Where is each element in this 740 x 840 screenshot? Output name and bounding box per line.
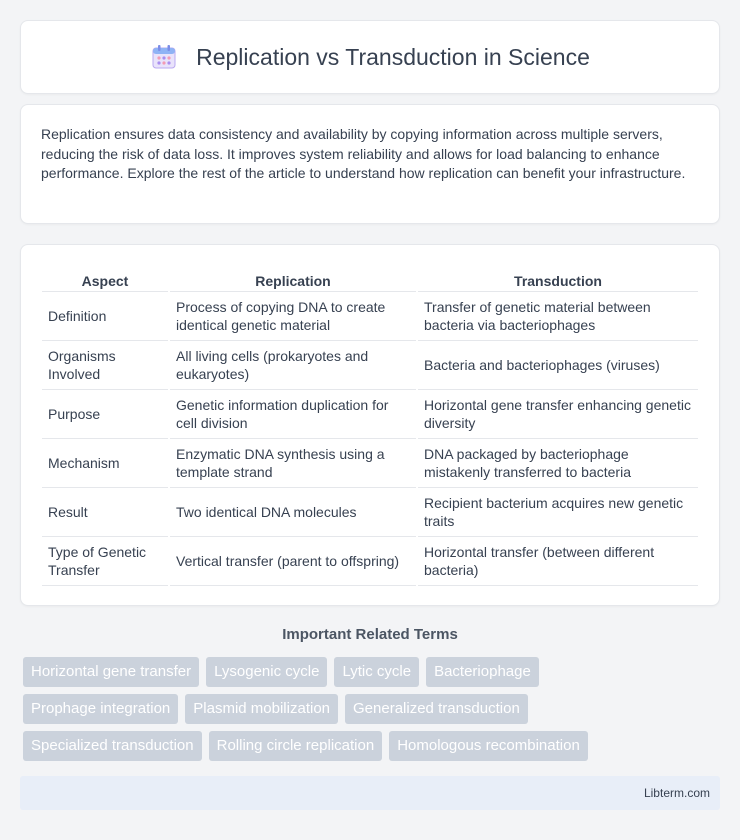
aspect-cell: Purpose bbox=[42, 389, 169, 438]
transduction-cell: Horizontal gene transfer enhancing genetic diversity bbox=[417, 389, 698, 438]
table-row bbox=[42, 389, 698, 438]
table-row bbox=[42, 291, 698, 340]
aspect-cell: Result bbox=[42, 487, 169, 536]
tag-homologous-recombination[interactable]: Homologous recombination bbox=[389, 731, 588, 761]
tag-rolling-circle-replication[interactable]: Rolling circle replication bbox=[209, 731, 383, 761]
tag-lysogenic-cycle[interactable]: Lysogenic cycle bbox=[206, 657, 327, 687]
tag-plasmid-mobilization[interactable]: Plasmid mobilization bbox=[185, 694, 338, 724]
table-header-row bbox=[42, 265, 698, 291]
tag-horizontal-gene-transfer[interactable]: Horizontal gene transfer bbox=[23, 657, 199, 687]
intro-paragraph: Replication ensures data consistency and availability by copying information across multiple servers, reducing the risk of data loss. It improves system reliability and allows for load balancing to enhance performance. Explore the rest of the article to understand how replication can benefit your infrastructure. bbox=[41, 126, 686, 181]
replication-cell: Genetic information duplication for cell division bbox=[169, 389, 417, 438]
footer bbox=[20, 776, 720, 810]
tag-row bbox=[23, 731, 723, 761]
related-terms-list bbox=[23, 657, 723, 768]
tag-row bbox=[23, 657, 723, 687]
aspect-cell: Mechanism bbox=[42, 438, 169, 487]
replication-cell: Process of copying DNA to create identical genetic material bbox=[169, 291, 417, 340]
replication-cell: Two identical DNA molecules bbox=[169, 487, 417, 536]
replication-cell: All living cells (prokaryotes and eukaryotes) bbox=[169, 340, 417, 389]
page-title: Replication vs Transduction in Science bbox=[196, 43, 590, 70]
tag-lytic-cycle[interactable]: Lytic cycle bbox=[334, 657, 419, 687]
footer-site-link[interactable]: Libterm.com bbox=[643, 786, 710, 800]
title-card bbox=[20, 20, 720, 94]
transduction-cell: Horizontal transfer (between different bacteria) bbox=[417, 536, 698, 585]
table-row bbox=[42, 438, 698, 487]
transduction-cell: Transfer of genetic material between bacteria via bacteriophages bbox=[417, 291, 698, 340]
comparison-table bbox=[42, 265, 698, 586]
transduction-cell: DNA packaged by bacteriophage mistakenly transferred to bacteria bbox=[417, 438, 698, 487]
tag-generalized-transduction[interactable]: Generalized transduction bbox=[345, 694, 528, 724]
header-transduction: Transduction bbox=[417, 265, 698, 291]
header-aspect: Aspect bbox=[42, 265, 169, 291]
title-container bbox=[150, 43, 590, 71]
table-row bbox=[42, 487, 698, 536]
tag-row bbox=[23, 694, 723, 724]
table-row bbox=[42, 536, 698, 585]
transduction-cell: Recipient bacterium acquires new genetic traits bbox=[417, 487, 698, 536]
comparison-card bbox=[20, 244, 720, 606]
replication-cell: Vertical transfer (parent to offspring) bbox=[169, 536, 417, 585]
related-terms-heading: Important Related Terms bbox=[282, 626, 458, 643]
aspect-cell: Definition bbox=[42, 291, 169, 340]
header-replication: Replication bbox=[169, 265, 417, 291]
calendar-icon bbox=[150, 43, 178, 71]
replication-cell: Enzymatic DNA synthesis using a template strand bbox=[169, 438, 417, 487]
transduction-cell: Bacteria and bacteriophages (viruses) bbox=[417, 340, 698, 389]
tag-bacteriophage[interactable]: Bacteriophage bbox=[426, 657, 539, 687]
intro-card bbox=[20, 104, 720, 224]
table-row bbox=[42, 340, 698, 389]
tag-specialized-transduction[interactable]: Specialized transduction bbox=[23, 731, 202, 761]
tag-prophage-integration[interactable]: Prophage integration bbox=[23, 694, 178, 724]
aspect-cell: Organisms Involved bbox=[42, 340, 169, 389]
aspect-cell: Type of Genetic Transfer bbox=[42, 536, 169, 585]
